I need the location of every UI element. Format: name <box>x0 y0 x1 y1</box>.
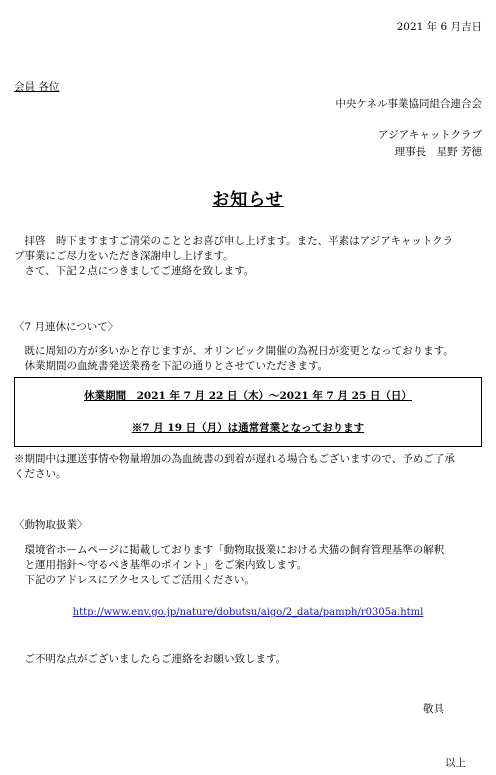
url-container <box>0 605 496 620</box>
page-title: お知らせ <box>212 190 284 210</box>
greeting-line-3: さて、下記２点につきましてご連絡を致します。 <box>14 265 255 277</box>
document-date: 2021 年 6 月吉日 <box>396 21 482 33</box>
greeting-paragraph <box>14 234 484 279</box>
recipient-line: 会員 各位 <box>14 81 60 93</box>
holiday-paragraph <box>14 344 484 374</box>
closure-period-text: 休業期間 2021 年 7 月 22 日（木）～2021 年 7 月 25 日（日） <box>84 390 412 402</box>
keigu-closing: 敬具 <box>423 703 444 715</box>
section-heading-animal-business: 〈動物取扱業〉 <box>14 519 88 531</box>
environment-ministry-link[interactable]: http://www.env.go.jp/nature/dobutsu/aigo/2_data/pamph/r0305a.html <box>72 607 424 618</box>
inquiry-line: ご不明な点がございましたらご連絡をお願い致します。 <box>14 653 287 665</box>
greeting-line-1: 拝啓 時下ますますご清栄のこととお喜び申し上げます。また、平素はアジアキャットクラ <box>14 235 454 247</box>
normal-business-note: ※7 月 19 日（月）は通常営業となっております <box>131 422 365 434</box>
animal-line-2: と運用指針～守るべき基準のポイント」をご案内致します。 <box>14 559 308 571</box>
section-heading-holiday: 〈7 月連休について〉 <box>14 321 119 333</box>
animal-line-1: 環境省ホームページに掲載しております「動物取扱業における犬猫の飼育管理基準の解釈 <box>14 544 445 556</box>
chairman-name: 理事長 星野 芳徳 <box>394 146 482 158</box>
holiday-line-2: 休業期間の血統書発送業務を下記の通りとさせていただきます。 <box>14 360 329 372</box>
animal-business-paragraph <box>14 543 484 588</box>
closure-period-box <box>14 377 482 447</box>
holiday-line-1: 既に周知の方が多いかと存じますが、オリンピック開催の為祝日が変更となっております。 <box>14 345 454 357</box>
ijou-end-mark: 以上 <box>445 757 466 769</box>
greeting-line-2: ブ事業にご尽力をいただき深謝申し上げます。 <box>14 250 234 262</box>
sender-organization: 中央ケネル事業協同組合連合会 <box>335 98 482 110</box>
animal-line-3: 下記のアドレスにアクセスしてご活用ください。 <box>14 574 255 586</box>
delay-note-line-2: ください。 <box>14 468 67 480</box>
delivery-delay-note <box>14 452 484 482</box>
delay-note-line-1: ※期間中は運送事情や物量増加の為血統書の到着が遅れる場合もございますので、予めご了承 <box>14 453 455 465</box>
club-name: アジアキャットクラブ <box>378 129 482 141</box>
